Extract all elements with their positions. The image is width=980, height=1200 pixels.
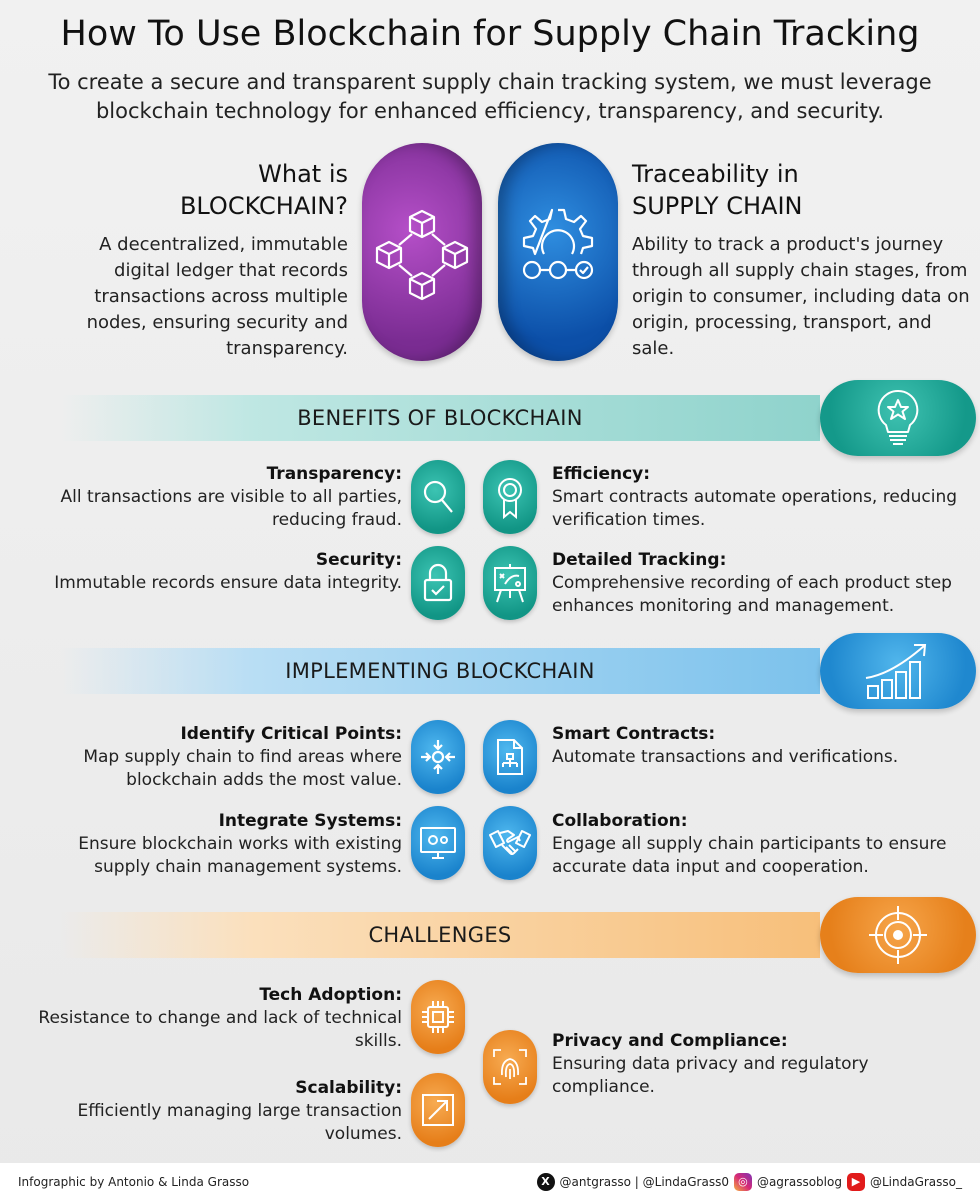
collaboration-badge: [483, 806, 537, 880]
magnifier-icon: [420, 477, 456, 517]
page-subtitle: To create a secure and transparent supply chain tracking system, we must leverage blockchain technology for enhanced efficiency, transparency, and security.: [48, 70, 932, 123]
implement-integrate-systems: [30, 809, 402, 879]
implement-text: Map supply chain to find areas where blockchain adds the most value.: [83, 747, 402, 790]
benefit-title: Transparency:: [266, 464, 402, 484]
footer: [0, 1163, 980, 1200]
implementing-section-header: [60, 648, 820, 694]
benefit-efficiency: [552, 462, 972, 532]
implement-collaboration: [552, 809, 972, 879]
blockchain-capsule: [362, 143, 482, 361]
privacy-badge: [483, 1030, 537, 1104]
challenges-badge: [820, 897, 976, 973]
challenge-text: Resistance to change and lack of technical skills.: [38, 1008, 402, 1051]
transparency-badge: [411, 460, 465, 534]
growth-chart-icon: [862, 640, 934, 702]
traceability-text: Ability to track a product's journey through all supply chain stages, from origin to consumer, including data on origin, processing, transport, and sale.: [632, 234, 970, 359]
implementing-badge: [820, 633, 976, 709]
footer-credit: Infographic by Antonio & Linda Grasso: [18, 1174, 250, 1189]
implement-text: Automate transactions and verifications.: [552, 747, 899, 767]
implement-title: Integrate Systems:: [218, 811, 402, 831]
benefit-title: Detailed Tracking:: [552, 550, 727, 570]
youtube-icon[interactable]: ▶: [847, 1173, 865, 1191]
lightbulb-star-icon: [874, 388, 922, 448]
implement-title: Identify Critical Points:: [180, 724, 402, 744]
implement-title: Collaboration:: [552, 811, 688, 831]
x-handles-link[interactable]: @antgrasso | @LindaGrass0: [559, 1174, 729, 1189]
traceability-title-line2: SUPPLY CHAIN: [632, 192, 803, 220]
benefit-text: Smart contracts automate operations, reducing verification times.: [552, 487, 958, 530]
traceability-capsule: [498, 143, 618, 361]
youtube-link[interactable]: @LindaGrasso_: [869, 1174, 962, 1189]
benefit-title: Security:: [315, 550, 402, 570]
monitor-gear-icon: [418, 824, 458, 862]
resize-arrow-icon: [419, 1091, 457, 1129]
challenge-privacy-compliance: [552, 1029, 972, 1099]
page-title: How To Use Blockchain for Supply Chain Tracking: [60, 14, 920, 54]
benefits-badge: [820, 380, 976, 456]
security-badge: [411, 546, 465, 620]
challenge-scalability: [30, 1076, 402, 1146]
gear-process-icon: [508, 202, 608, 302]
benefit-text: Comprehensive recording of each product step enhances monitoring and management.: [552, 573, 952, 616]
padlock-icon: [421, 562, 455, 604]
challenge-text: Efficiently managing large transaction volumes.: [77, 1101, 402, 1144]
traceability-title-line1: Traceability in: [632, 160, 799, 188]
challenge-title: Tech Adoption:: [259, 985, 402, 1005]
benefit-title: Efficiency:: [552, 464, 651, 484]
x-logo-icon[interactable]: X: [537, 1173, 555, 1191]
benefits-heading: BENEFITS OF BLOCKCHAIN: [297, 406, 583, 430]
benefit-transparency: [30, 462, 402, 532]
critical-points-badge: [411, 720, 465, 794]
challenges-section-header: [60, 912, 820, 958]
implement-text: Engage all supply chain participants to ensure accurate data input and cooperation.: [552, 834, 947, 877]
benefit-text: Immutable records ensure data integrity.: [54, 573, 402, 593]
strategy-board-icon: [491, 562, 529, 604]
blockchain-definition-title: [40, 158, 348, 222]
tracking-badge: [483, 546, 537, 620]
blockchain-cubes-icon: [367, 197, 477, 307]
challenge-title: Privacy and Compliance:: [552, 1031, 788, 1051]
blockchain-title-line2: BLOCKCHAIN?: [179, 192, 348, 220]
tech-adoption-badge: [411, 980, 465, 1054]
benefit-security: [30, 548, 402, 595]
implement-identify-critical-points: [30, 722, 402, 792]
contract-document-icon: [494, 736, 526, 778]
smart-contracts-badge: [483, 720, 537, 794]
integrate-systems-badge: [411, 806, 465, 880]
traceability-title: [632, 158, 972, 222]
instagram-icon[interactable]: ◎: [734, 1173, 752, 1191]
efficiency-badge: [483, 460, 537, 534]
footer-social: [537, 1173, 962, 1191]
implement-smart-contracts: [552, 722, 972, 769]
implementing-heading: IMPLEMENTING BLOCKCHAIN: [285, 659, 595, 683]
benefit-text: All transactions are visible to all parties, reducing fraud.: [60, 487, 402, 530]
challenges-heading: CHALLENGES: [368, 923, 512, 947]
challenge-text: Ensuring data privacy and regulatory compliance.: [552, 1054, 869, 1097]
handshake-icon: [488, 825, 532, 861]
blockchain-title-line1: What is: [258, 160, 348, 188]
scalability-badge: [411, 1073, 465, 1147]
instagram-link[interactable]: @agrassoblog: [756, 1174, 842, 1189]
challenge-title: Scalability:: [295, 1078, 402, 1098]
implement-text: Ensure blockchain works with existing supply chain management systems.: [78, 834, 402, 877]
fingerprint-icon: [491, 1047, 529, 1087]
implement-title: Smart Contracts:: [552, 724, 716, 744]
chip-icon: [419, 998, 457, 1036]
challenge-tech-adoption: [30, 983, 402, 1053]
benefit-detailed-tracking: [552, 548, 972, 618]
target-icon: [867, 904, 929, 966]
focus-arrows-icon: [418, 737, 458, 777]
award-ribbon-icon: [494, 474, 526, 520]
blockchain-definition-text: A decentralized, immutable digital ledger that records transactions across multiple nodes, ensuring security and transparency.: [86, 234, 348, 359]
benefits-section-header: [60, 395, 820, 441]
